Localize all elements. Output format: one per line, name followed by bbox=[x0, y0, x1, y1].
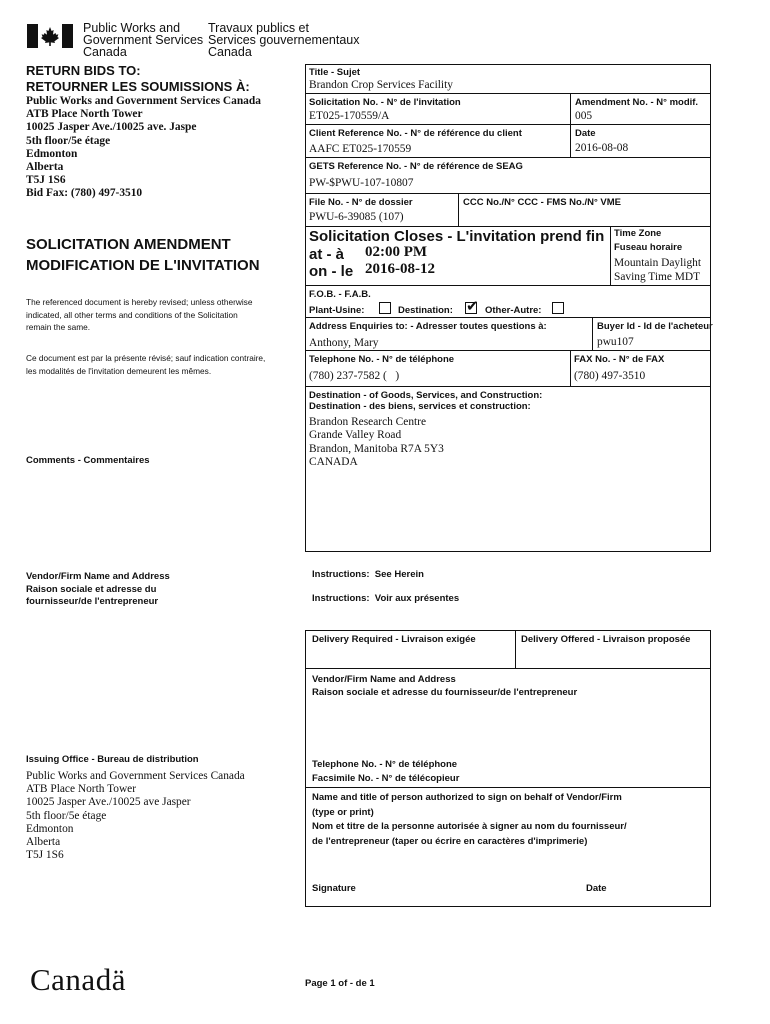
form-border bbox=[710, 64, 711, 552]
form-rule bbox=[570, 93, 571, 158]
buyer-id-value: pwu107 bbox=[597, 336, 634, 348]
form-rule bbox=[570, 350, 571, 387]
form-border bbox=[305, 630, 306, 907]
vendor-firm-label-line: Vendor/Firm Name and Address bbox=[26, 571, 170, 582]
address-line: Edmonton bbox=[26, 147, 78, 160]
address-line: 5th floor/5e étage bbox=[26, 809, 107, 822]
time-zone-label-en: Time Zone bbox=[614, 228, 662, 239]
amendment-text-line: remain the same. bbox=[26, 322, 91, 332]
signature-label: Signature bbox=[312, 883, 356, 894]
authorized-person-label-line: Nom et titre de la personne autorisée à signer au nom du fournisseur/ bbox=[312, 821, 627, 832]
comments-label: Comments - Commentaires bbox=[26, 455, 150, 466]
plant-usine-checkbox[interactable] bbox=[379, 302, 391, 314]
form-rule bbox=[305, 787, 711, 788]
vendor-telephone-label: Telephone No. - N° de téléphone bbox=[312, 759, 458, 770]
gets-reference-value: PW-$PWU-107-10807 bbox=[309, 177, 414, 189]
issuing-office-address bbox=[26, 770, 245, 862]
title-value: Brandon Crop Services Facility bbox=[309, 79, 453, 91]
fob-label: F.O.B. - F.A.B. bbox=[309, 289, 371, 300]
form-border bbox=[305, 551, 711, 552]
address-line: 10025 Jasper Ave./10025 ave Jasper bbox=[26, 796, 191, 809]
destination-goods-label-en: Destination - of Goods, Services, and Construction: bbox=[309, 390, 543, 401]
page-number: Page 1 of - de 1 bbox=[305, 978, 375, 989]
address-enquiries-label: Address Enquiries to: - Adresser toutes questions à: bbox=[309, 321, 547, 332]
vendor-name-label-line: Raison sociale et adresse du fournisseur/de l'entrepreneur bbox=[312, 687, 578, 698]
amendment-text-line: Ce document est par la présente révisé; sauf indication contraire, bbox=[26, 353, 266, 363]
closing-on-label: on - le bbox=[309, 263, 354, 280]
client-reference-label: Client Reference No. - N° de référence du client bbox=[309, 128, 522, 139]
amendment-text-line: indicated, all other terms and conditions of the Solicitation bbox=[26, 309, 238, 320]
address-line: Public Works and Government Services Canada bbox=[26, 95, 261, 107]
address-line: Alberta bbox=[26, 161, 64, 174]
form-rule bbox=[305, 285, 711, 286]
form-rule bbox=[305, 350, 711, 351]
solicitation-value: ET025-170559/A bbox=[309, 110, 390, 122]
amendment-text-line: les modalités de l'invitation demeurent les mêmes. bbox=[26, 365, 212, 376]
form-border bbox=[305, 64, 711, 65]
form-rule bbox=[305, 124, 711, 125]
address-line: 10025 Jasper Ave./10025 ave. Jaspe bbox=[26, 121, 197, 134]
address-line: ATB Place North Tower bbox=[26, 108, 143, 121]
destination-address bbox=[309, 416, 444, 470]
authorized-person-label bbox=[312, 791, 627, 849]
authorized-person-label-line: (type or print) bbox=[312, 806, 374, 818]
time-zone-label-fr: Fuseau horaire bbox=[614, 242, 683, 253]
solicitation-label: Solicitation No. - N° de l'invitation bbox=[309, 97, 461, 108]
department-name-en bbox=[83, 22, 203, 58]
other-autre-label: Other-Autre: bbox=[485, 305, 542, 316]
department-name-en-line: Government Services bbox=[83, 33, 204, 47]
vendor-firm-label bbox=[26, 571, 170, 609]
department-name-fr-line: Canada bbox=[208, 45, 252, 59]
return-bids-address bbox=[26, 95, 261, 201]
closing-at-label: at - à bbox=[309, 246, 345, 263]
closing-date-value: 2016-08-12 bbox=[365, 261, 435, 277]
form-rule bbox=[305, 668, 711, 669]
fax-label: FAX No. - N° de FAX bbox=[574, 354, 665, 365]
address-line: T5J 1S6 bbox=[26, 849, 64, 862]
closing-time-value: 02:00 PM bbox=[365, 244, 428, 260]
delivery-offered-label: Delivery Offered - Livraison proposée bbox=[521, 634, 691, 645]
amendment-text-fr bbox=[26, 352, 265, 377]
form-border bbox=[305, 630, 711, 631]
address-line: ATB Place North Tower bbox=[26, 783, 137, 796]
file-number-label: File No. - N° de dossier bbox=[309, 197, 413, 208]
address-line: Public Works and Government Services Canada bbox=[26, 770, 245, 782]
canada-flag-icon bbox=[27, 24, 73, 48]
address-line: 5th floor/5e étage bbox=[26, 134, 111, 147]
form-rule bbox=[592, 317, 593, 351]
vendor-fax-label: Facsimile No. - N° de télécopieur bbox=[312, 773, 460, 784]
form-rule bbox=[515, 630, 516, 669]
file-number-value: PWU-6-39085 (107) bbox=[309, 211, 404, 223]
other-autre-checkbox[interactable] bbox=[552, 302, 564, 314]
telephone-label: Telephone No. - N° de téléphone bbox=[309, 354, 455, 365]
buyer-id-label: Buyer Id - Id de l'acheteur bbox=[597, 321, 713, 332]
client-reference-value: AAFC ET025-170559 bbox=[309, 143, 412, 155]
form-rule bbox=[305, 386, 711, 387]
destination-label: Destination: bbox=[398, 305, 453, 316]
amendment-title-en: SOLICITATION AMENDMENT bbox=[26, 236, 231, 253]
authorized-person-label-line: de l'entrepreneur (taper ou écrire en caractères d'imprimerie) bbox=[312, 835, 588, 847]
department-name-en-line: Canada bbox=[83, 45, 127, 59]
form-rule bbox=[610, 226, 611, 286]
ccc-number-label: CCC No./N° CCC - FMS No./N° VME bbox=[463, 197, 622, 208]
return-bids-title-en: RETURN BIDS TO: bbox=[26, 63, 141, 78]
destination-goods-label-fr: Destination - des biens, services et construction: bbox=[309, 401, 531, 412]
vendor-firm-label-line: fournisseur/de l'entrepreneur bbox=[26, 596, 159, 607]
time-zone-value-line: Saving Time MDT bbox=[614, 271, 701, 283]
department-name-en-line: Public Works and bbox=[83, 21, 181, 35]
instructions-fr: Instructions: Voir aux présentes bbox=[312, 593, 460, 604]
instructions-en: Instructions: See Herein bbox=[312, 569, 424, 580]
vendor-firm-label-line: Raison sociale et adresse du bbox=[26, 583, 157, 595]
delivery-required-label: Delivery Required - Livraison exigée bbox=[312, 634, 476, 645]
address-line: T5J 1S6 bbox=[26, 174, 66, 187]
date-value: 2016-08-08 bbox=[575, 142, 629, 154]
form-rule bbox=[458, 193, 459, 227]
fax-value: (780) 497-3510 bbox=[574, 370, 646, 382]
department-name-fr-line: Services gouvernementaux bbox=[208, 33, 360, 47]
form-rule bbox=[305, 93, 711, 94]
address-line: Alberta bbox=[26, 836, 61, 849]
time-zone-value bbox=[614, 256, 701, 284]
amendment-title-fr: MODIFICATION DE L'INVITATION bbox=[26, 257, 260, 274]
department-name-fr-line: Travaux publics et bbox=[208, 21, 309, 35]
vendor-name-label bbox=[312, 673, 577, 699]
closing-label: Solicitation Closes - L'invitation prend fin bbox=[309, 228, 605, 245]
form-rule bbox=[305, 317, 711, 318]
destination-checkbox[interactable] bbox=[465, 297, 479, 315]
gets-reference-label: GETS Reference No. - N° de référence de SEAG bbox=[309, 161, 523, 172]
destination-address-line: Brandon Research Centre bbox=[309, 416, 427, 428]
telephone-value: (780) 237-7582 ( ) bbox=[309, 370, 400, 382]
department-name-fr bbox=[208, 22, 359, 58]
form-border bbox=[710, 630, 711, 907]
form-rule bbox=[305, 193, 711, 194]
title-label: Title - Sujet bbox=[309, 67, 361, 78]
date-label: Date bbox=[575, 128, 596, 139]
form-rule bbox=[305, 226, 711, 227]
signature-date-label: Date bbox=[586, 883, 607, 894]
amendment-text-en bbox=[26, 296, 252, 334]
destination-address-line: Grande Valley Road bbox=[309, 429, 402, 442]
plant-usine-label: Plant-Usine: bbox=[309, 305, 365, 316]
form-border bbox=[305, 64, 306, 552]
address-enquiries-value: Anthony, Mary bbox=[309, 337, 379, 349]
form-border bbox=[305, 906, 711, 907]
time-zone-value-line: Mountain Daylight bbox=[614, 257, 702, 269]
issuing-office-label: Issuing Office - Bureau de distribution bbox=[26, 754, 199, 765]
amendment-label: Amendment No. - N° modif. bbox=[575, 97, 699, 108]
amendment-value: 005 bbox=[575, 110, 593, 122]
authorized-person-label-line: Name and title of person authorized to sign on behalf of Vendor/Firm bbox=[312, 792, 622, 803]
amendment-text-line: The referenced document is hereby revised; unless otherwise bbox=[26, 297, 253, 307]
vendor-name-label-line: Vendor/Firm Name and Address bbox=[312, 674, 456, 685]
destination-address-line: Brandon, Manitoba R7A 5Y3 bbox=[309, 442, 444, 455]
check-mark-icon: ✔ bbox=[466, 297, 479, 315]
canada-wordmark: Canadä bbox=[30, 962, 126, 997]
address-line: Edmonton bbox=[26, 822, 74, 835]
form-rule bbox=[305, 157, 711, 158]
return-bids-title-fr: RETOURNER LES SOUMISSIONS À: bbox=[26, 79, 250, 94]
bid-fax-line: Bid Fax: (780) 497-3510 bbox=[26, 187, 143, 200]
destination-address-line: CANADA bbox=[309, 456, 358, 469]
